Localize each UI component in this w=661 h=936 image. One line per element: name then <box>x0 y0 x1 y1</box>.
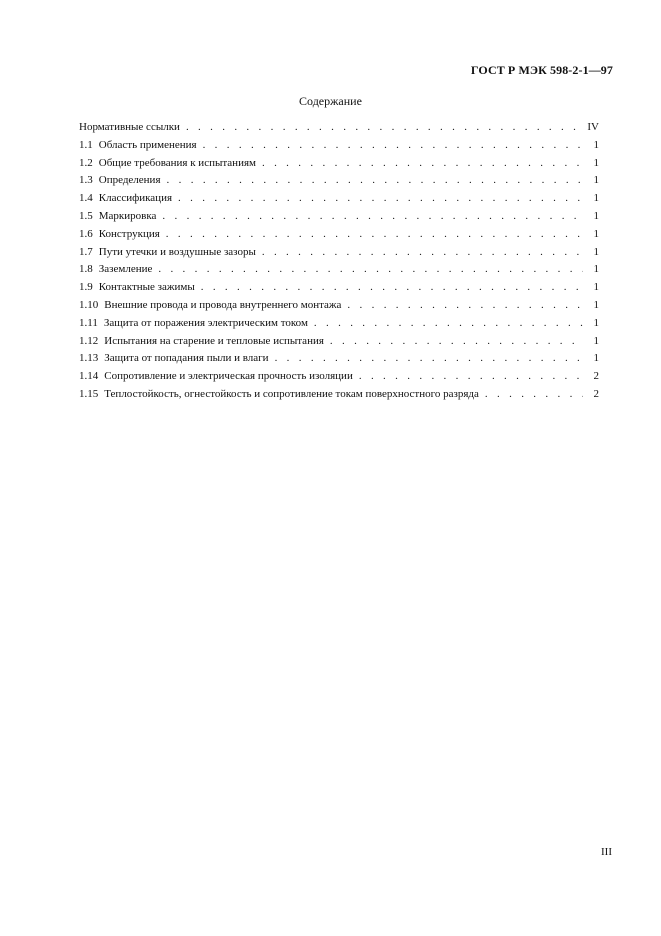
dot-leader <box>485 386 583 404</box>
dot-leader <box>166 226 583 244</box>
toc-item-label: Общие требования к испытаниям <box>98 156 256 169</box>
toc-item-label: Контактные зажимы <box>98 281 195 294</box>
toc-item-page: 1 <box>593 245 599 258</box>
toc-row[interactable] <box>79 190 599 208</box>
toc-item-page: 1 <box>593 174 599 187</box>
toc-row[interactable] <box>79 226 599 244</box>
table-of-contents <box>79 119 599 404</box>
toc-item-page: 2 <box>593 387 599 400</box>
dot-leader <box>262 244 583 262</box>
toc-item-page: 1 <box>593 156 599 169</box>
toc-row[interactable] <box>79 119 599 137</box>
toc-row[interactable] <box>79 137 599 155</box>
dot-leader <box>203 137 583 155</box>
toc-item-page: IV <box>587 121 599 133</box>
toc-item-label: Конструкция <box>98 227 160 240</box>
toc-item-page: 1 <box>593 138 599 151</box>
toc-row[interactable] <box>79 244 599 262</box>
toc-item-label: Испытания на старение и тепловые испытания <box>104 334 324 347</box>
toc-row[interactable] <box>79 333 599 351</box>
toc-row[interactable] <box>79 261 599 279</box>
toc-item-label: Определения <box>98 174 161 187</box>
toc-item-page: 1 <box>593 263 599 276</box>
toc-row[interactable] <box>79 297 599 315</box>
toc-item-label: Защита от попадания пыли и влаги <box>104 352 269 365</box>
toc-item-page: 1 <box>593 209 599 222</box>
toc-item-number: 1.11 <box>79 316 98 329</box>
toc-item-number: 1.4 <box>79 192 93 205</box>
toc-item-number: 1.10 <box>79 298 99 311</box>
toc-row[interactable] <box>79 386 599 404</box>
toc-item-number: 1.3 <box>79 174 93 187</box>
toc-item-label: Нормативные ссылки <box>79 121 180 133</box>
toc-row[interactable] <box>79 208 599 226</box>
toc-item-page: 2 <box>593 370 599 383</box>
document-code: ГОСТ Р МЭК 598-2-1—97 <box>470 63 613 77</box>
toc-item-number: 1.14 <box>79 370 99 383</box>
toc-item-label: Сопротивление и электрическая прочность изоляции <box>104 370 353 383</box>
toc-item-page: 1 <box>593 334 599 347</box>
toc-item-label: Классификация <box>98 192 173 205</box>
dot-leader <box>201 279 583 297</box>
toc-item-label: Внешние провода и провода внутреннего монтажа <box>104 298 342 311</box>
toc-item-page: 1 <box>593 352 599 365</box>
toc-item-number: 1.7 <box>79 245 93 258</box>
toc-item-number: 1.13 <box>79 352 99 365</box>
toc-item-page: 1 <box>593 281 599 294</box>
toc-row[interactable] <box>79 368 599 386</box>
dot-leader <box>158 261 583 279</box>
toc-item-number: 1.6 <box>79 227 93 240</box>
toc-item-label: Маркировка <box>98 209 157 222</box>
toc-item-label: Защита от поражения электрическим током <box>103 316 308 329</box>
dot-leader <box>330 333 583 351</box>
toc-item-number: 1.1 <box>79 138 93 151</box>
dot-leader <box>167 172 583 190</box>
toc-item-page: 1 <box>593 298 599 311</box>
toc-item-page: 1 <box>593 316 599 329</box>
toc-row[interactable] <box>79 350 599 368</box>
dot-leader <box>262 155 583 173</box>
toc-row[interactable] <box>79 279 599 297</box>
dot-leader <box>314 315 583 333</box>
toc-item-label: Заземление <box>98 263 153 276</box>
toc-item-label: Теплостойкость, огнестойкость и сопротивление токам поверхностного разряда <box>104 387 479 400</box>
toc-row[interactable] <box>79 172 599 190</box>
toc-item-label: Область применения <box>98 138 197 151</box>
toc-item-number: 1.5 <box>79 209 93 222</box>
toc-row[interactable] <box>79 155 599 173</box>
dot-leader <box>275 350 583 368</box>
toc-item-number: 1.12 <box>79 334 99 347</box>
toc-item-number: 1.15 <box>79 387 99 400</box>
dot-leader <box>359 368 583 386</box>
dot-leader <box>186 119 581 137</box>
toc-item-number: 1.2 <box>79 156 93 169</box>
dot-leader <box>347 297 583 315</box>
toc-item-number: 1.8 <box>79 263 93 276</box>
toc-item-label: Пути утечки и воздушные зазоры <box>98 245 256 258</box>
toc-item-page: 1 <box>593 227 599 240</box>
dot-leader <box>178 190 583 208</box>
toc-title: Содержание <box>299 94 362 108</box>
page-number: III <box>601 846 612 858</box>
toc-item-number: 1.9 <box>79 281 93 294</box>
toc-row[interactable] <box>79 315 599 333</box>
toc-item-page: 1 <box>593 192 599 205</box>
dot-leader <box>162 208 583 226</box>
